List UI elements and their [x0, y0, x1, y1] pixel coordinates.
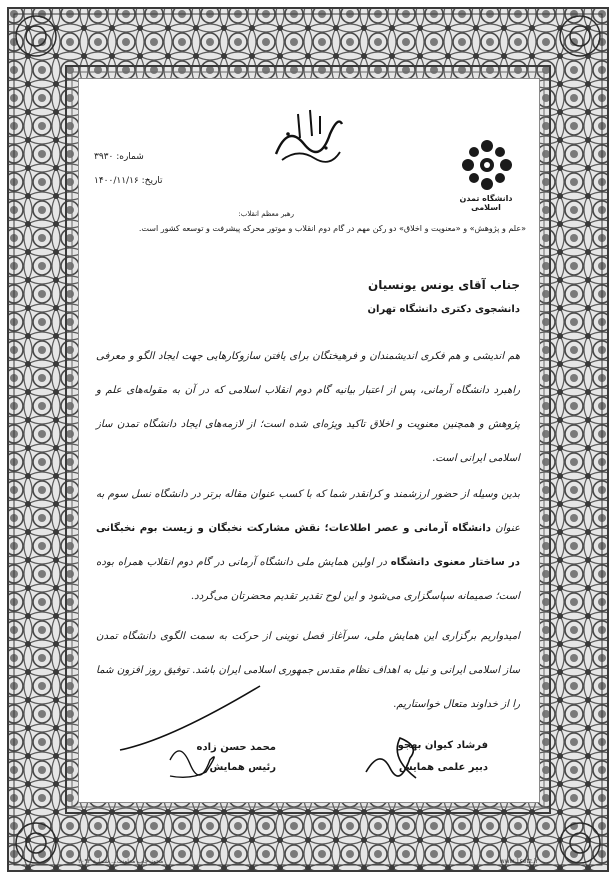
footer-website: www.1setz.ir	[499, 858, 538, 865]
body-paragraph-3: امیدواریم برگزاری این همایش ملی، سرآغاز فصل نوینی از حرکت به سمت الگوی دانشگاه تمدن ساز اسلامی ایرانی و نیل به اهداف نظام مقدس جمهوری اسلامی ایران باشد. توفیق روز افزون شما را از خداوند متعال خواستاریم.	[96, 631, 520, 710]
letter-number: شماره: ۳۹۳۰	[94, 152, 144, 162]
signatory-right-name: فرشاد کیوان بهجو	[397, 740, 488, 751]
paper-title-highlight: دانشگاه آرمانی و عصر اطلاعات؛ نقش مشارکت نخبگان و زیست بوم نخبگانی در ساختار معنوی دانشگاه	[96, 523, 521, 568]
signature-scribble-icon	[110, 680, 270, 790]
bismillah-calligraphy-icon	[268, 104, 348, 168]
quote-attribution: رهبر معظم انقلاب:	[238, 210, 294, 218]
footer-print-license: مجوز چاپ معاونت... شماره ۳۰۹۳	[78, 858, 164, 865]
university-name: دانشگاه تمدن اسلامی	[459, 194, 513, 212]
leader-quote: «علم و پژوهش» و «معنویت و اخلاق» دو رکن مهم در گام دوم انقلاب و موتور محرکه پیشرفت و توسعه کشور است.	[138, 224, 526, 233]
body-paragraph-1: هم اندیشی و هم فکری اندیشمندان و فرهیختگان برای یافتن سازوکارهایی جهت ایجاد الگو و معرفی راهبرد دانشگاه آرمانی، پس از اعتبار بیانیه گام دوم انقلاب اسلامی که در آن به مقوله‌های علم و پژوهش و همچنین معنویت و اخلاق تاکید ویژه‌ای شده است؛ از لازمه‌های ایجاد دانشگاه تمدن ساز اسلامی ایرانی است.	[96, 351, 520, 464]
signatory-right-title: دبیر علمی همایش	[398, 762, 488, 773]
paragraph-2-intro: بدین وسیله از حضور ارزشمند و کرانقدر شما که با کسب عنوان مقاله برتر در دانشگاه نسل سوم به عنوان	[96, 489, 520, 534]
signature-scribble-icon	[360, 728, 430, 788]
addressee-title: دانشجوی دکتری دانشگاه تهران	[367, 304, 520, 315]
university-emblem-icon	[458, 136, 516, 194]
letter-date: تاریخ: ۱۴۰۰/۱۱/۱۶	[94, 176, 163, 186]
signatory-left-title: رئیس همایش	[209, 762, 276, 773]
signatory-left-name: محمد حسن زاده	[196, 742, 276, 753]
paragraph-2-rest: در اولین همایش ملی دانشگاه آرمانی در گام دوم انقلاب همراه بوده است؛ صمیمانه سپاسگزاری می‌شود و این لوح تقدیر تقدیم محضرتان می‌گردد.	[96, 557, 520, 602]
body-paragraph-2	[96, 478, 520, 614]
addressee-name: جناب آقای یونس یونسیان	[367, 278, 520, 292]
